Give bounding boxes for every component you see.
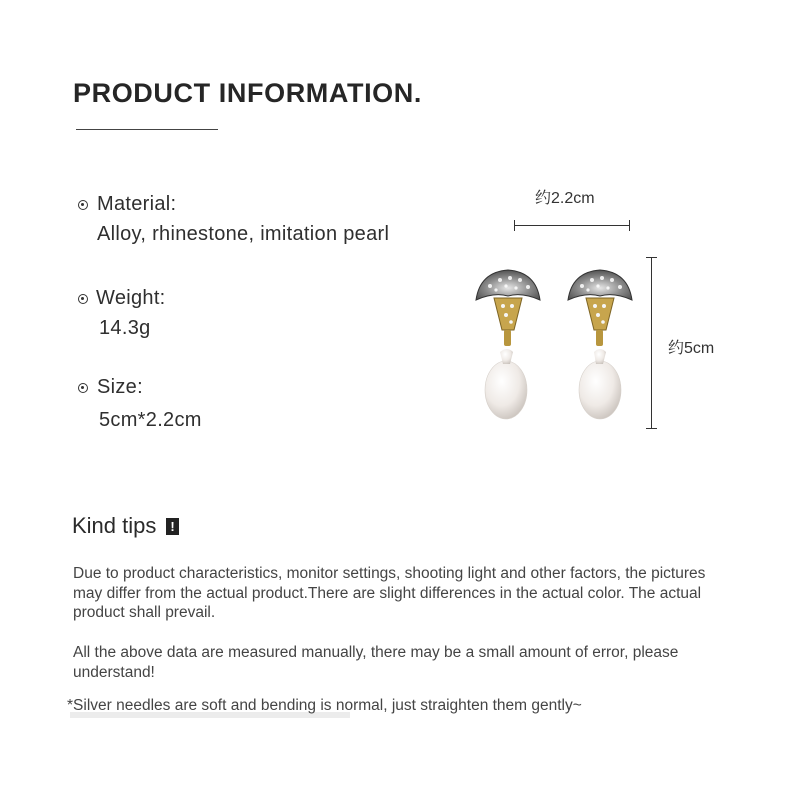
disclaimer-paragraph: Due to product characteristics, monitor settings, shooting light and other factors, the pictures may differ from the actual product.There are slight differences in the actual color. The actual product shall prevail.: [73, 565, 706, 621]
earrings-image: [470, 262, 650, 427]
size-label: Size:: [97, 376, 143, 398]
bullet-icon: [78, 383, 88, 393]
warning-icon: !: [166, 518, 179, 535]
width-dimension-tick: [514, 220, 515, 231]
width-dimension-label: 约2.2cm: [535, 190, 595, 207]
measurement-paragraph: All the above data are measured manually, there may be a small amount of error, please understand!: [73, 644, 679, 681]
size-value: 5cm*2.2cm: [99, 409, 202, 431]
height-dimension-tick: [646, 257, 657, 258]
width-dimension-tick: [629, 220, 630, 231]
weight-value: 14.3g: [99, 317, 151, 339]
right-earring: [568, 270, 632, 419]
silver-needle-note: *Silver needles are soft and bending is normal, just straighten them gently~: [67, 697, 582, 714]
weight-label: Weight:: [96, 287, 166, 309]
title-underline: [76, 129, 218, 130]
bullet-icon: [78, 200, 88, 210]
material-label: Material:: [97, 193, 177, 215]
page-title: PRODUCT INFORMATION.: [73, 78, 422, 108]
kind-tips-heading: Kind tips: [72, 513, 157, 538]
height-dimension-line: [651, 257, 652, 429]
height-dimension-label: 约5cm: [668, 340, 715, 357]
bullet-icon: [78, 294, 88, 304]
material-value: Alloy, rhinestone, imitation pearl: [97, 223, 390, 245]
height-dimension-tick: [646, 428, 657, 429]
left-earring: [476, 270, 540, 419]
width-dimension-line: [514, 225, 630, 226]
